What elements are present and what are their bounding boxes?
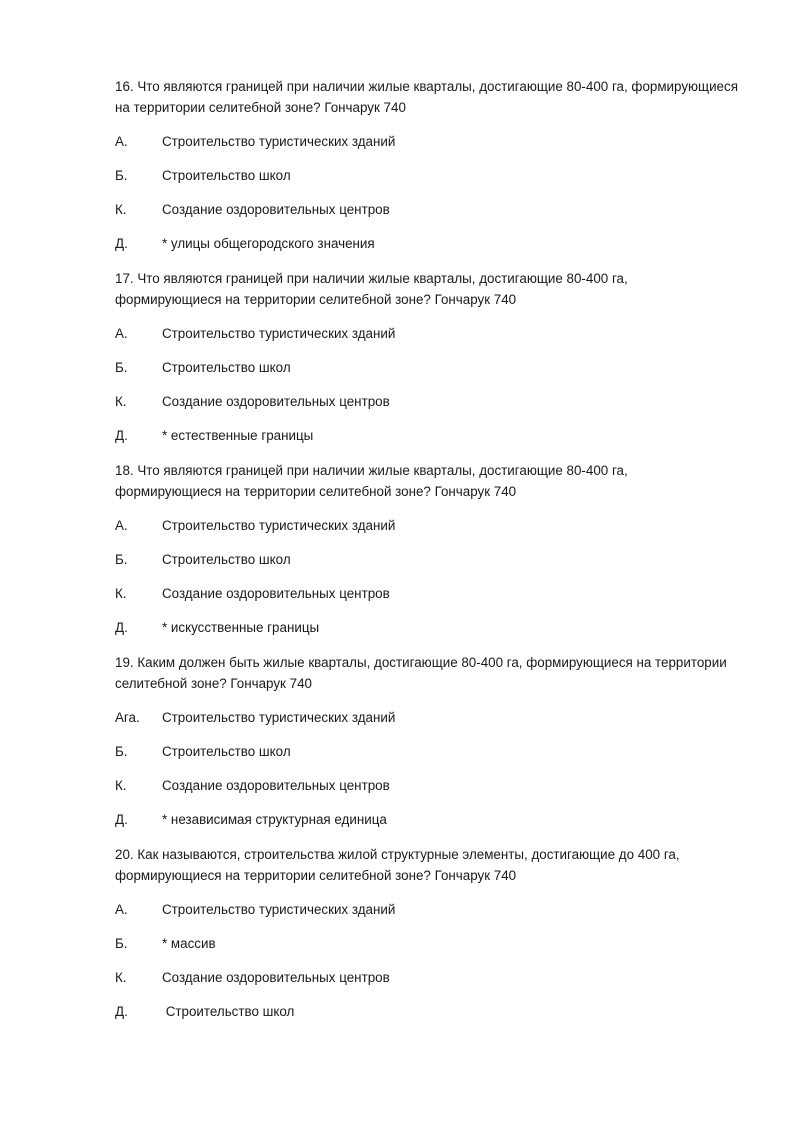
option-text: Строительство туристических зданий bbox=[162, 326, 396, 341]
option-letter: А. bbox=[115, 134, 128, 149]
option-letter: К. bbox=[115, 586, 127, 601]
option-letter: Д. bbox=[115, 620, 128, 635]
option-letter: Б. bbox=[115, 552, 128, 567]
question-20 bbox=[115, 844, 755, 1022]
option-letter: Ага. bbox=[115, 710, 140, 725]
option-letter: К. bbox=[115, 778, 127, 793]
answer-option bbox=[115, 810, 755, 830]
answer-option bbox=[115, 900, 755, 920]
question-text: 18. Что являются границей при наличии жилые кварталы, достигающие 80-400 га, формирующиеся на территории селитебной зоне? Гончарук 740 bbox=[115, 463, 628, 499]
question-list bbox=[115, 76, 755, 1036]
answer-option bbox=[115, 1002, 755, 1022]
option-text: Строительство школ bbox=[162, 1004, 295, 1019]
answer-option bbox=[115, 934, 755, 954]
answer-option bbox=[115, 166, 755, 186]
option-text: Строительство школ bbox=[162, 360, 291, 375]
option-text: Строительство туристических зданий bbox=[162, 902, 396, 917]
option-text: Создание оздоровительных центров bbox=[162, 970, 390, 985]
answer-option bbox=[115, 392, 755, 412]
option-text: * улицы общегородского значения bbox=[162, 236, 375, 251]
option-text: Строительство туристических зданий bbox=[162, 518, 396, 533]
answer-option bbox=[115, 550, 755, 570]
option-letter: Б. bbox=[115, 168, 128, 183]
option-letter: Б. bbox=[115, 360, 128, 375]
option-text: Строительство туристических зданий bbox=[162, 710, 396, 725]
option-letter: Д. bbox=[115, 428, 128, 443]
option-letter: К. bbox=[115, 970, 127, 985]
question-text: 17. Что являются границей при наличии жилые кварталы, достигающие 80-400 га, формирующиеся на территории селитебной зоне? Гончарук 740 bbox=[115, 271, 628, 307]
option-letter: А. bbox=[115, 902, 128, 917]
option-text: * искусственные границы bbox=[162, 620, 320, 635]
answer-option bbox=[115, 584, 755, 604]
answer-option bbox=[115, 200, 755, 220]
option-letter: К. bbox=[115, 202, 127, 217]
question-18 bbox=[115, 460, 755, 638]
option-text: Создание оздоровительных центров bbox=[162, 394, 390, 409]
question-text: 20. Как называются, строительства жилой структурные элементы, достигающие до 400 га, формирующиеся на территории селитебной зоне? Гончарук 740 bbox=[115, 847, 680, 883]
answer-option bbox=[115, 132, 755, 152]
answer-option bbox=[115, 708, 755, 728]
option-text: Создание оздоровительных центров bbox=[162, 586, 390, 601]
option-text: Строительство школ bbox=[162, 744, 291, 759]
option-letter: Д. bbox=[115, 1004, 128, 1019]
option-text: Создание оздоровительных центров bbox=[162, 778, 390, 793]
question-text: 16. Что являются границей при наличии жилые кварталы, достигающие 80-400 га, формирующиеся на территории селитебной зоне? Гончарук 740 bbox=[115, 79, 738, 115]
option-text: Строительство туристических зданий bbox=[162, 134, 396, 149]
option-letter: К. bbox=[115, 394, 127, 409]
question-17 bbox=[115, 268, 755, 446]
option-letter: Д. bbox=[115, 812, 128, 827]
answer-option bbox=[115, 742, 755, 762]
option-letter: Б. bbox=[115, 936, 128, 951]
answer-option bbox=[115, 968, 755, 988]
answer-option bbox=[115, 776, 755, 796]
option-text: * естественные границы bbox=[162, 428, 314, 443]
option-text: Строительство школ bbox=[162, 168, 291, 183]
question-16 bbox=[115, 76, 755, 254]
answer-option bbox=[115, 324, 755, 344]
option-letter: Д. bbox=[115, 236, 128, 251]
option-text: * независимая структурная единица bbox=[162, 812, 387, 827]
answer-option bbox=[115, 426, 755, 446]
answer-option bbox=[115, 516, 755, 536]
answer-option bbox=[115, 358, 755, 378]
option-letter: Б. bbox=[115, 744, 128, 759]
option-letter: А. bbox=[115, 326, 128, 341]
option-text: Создание оздоровительных центров bbox=[162, 202, 390, 217]
answer-option bbox=[115, 234, 755, 254]
option-text: Строительство школ bbox=[162, 552, 291, 567]
question-19 bbox=[115, 652, 755, 830]
answer-option bbox=[115, 618, 755, 638]
option-text: * массив bbox=[162, 936, 216, 951]
option-letter: А. bbox=[115, 518, 128, 533]
question-text: 19. Каким должен быть жилые кварталы, достигающие 80-400 га, формирующиеся на территории селитебной зоне? Гончарук 740 bbox=[115, 655, 727, 691]
